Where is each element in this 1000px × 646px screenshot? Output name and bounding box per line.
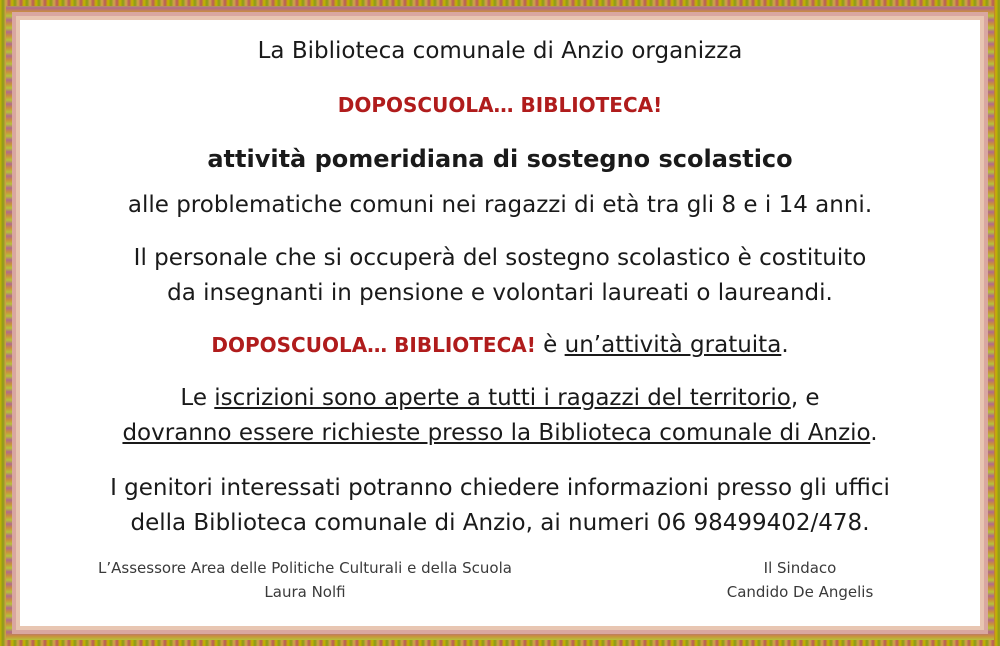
info-line-1: I genitori interessati potranno chiedere informazioni presso gli uffici [110, 475, 890, 501]
assessore-name: Laura Nolfi [264, 583, 346, 601]
description: alle problematiche comuni nei ragazzi di età tra gli 8 e i 14 anni. [127, 192, 873, 218]
free-underlined: un’attività gratuita [564, 332, 782, 358]
sindaco-name: Candido De Angelis [726, 583, 874, 601]
staff-line-2: da insegnanti in pensione e volontari laureati o laureandi. [167, 280, 833, 306]
free-connector: è [535, 332, 565, 358]
enrollment-underlined-2: dovranno essere richieste presso la Biblioteca comunale di Anzio [122, 420, 871, 446]
sindaco-role: Il Sindaco [763, 559, 837, 577]
assessore-role: L’Assessore Area delle Politiche Culturali e della Scuola [98, 559, 512, 577]
enrollment-suffix-1: , e [790, 385, 820, 411]
enrollment-prefix: Le [180, 385, 215, 411]
enrollment-line-2 [20, 420, 980, 446]
signature-assessore [80, 556, 530, 604]
event-title: DOPOSCUOLA… BIBLIOTECA! [337, 93, 663, 117]
enrollment-underlined-1: iscrizioni sono aperte a tutti i ragazzi del territorio [214, 385, 791, 411]
free-end: . [781, 332, 789, 358]
enrollment-line-1 [20, 385, 980, 411]
free-activity-line [20, 332, 980, 358]
staff-line-1: Il personale che si occuperà del sostegno scolastico è costituito [133, 245, 867, 271]
notice-page [20, 20, 980, 626]
free-event-name: DOPOSCUOLA… BIBLIOTECA! [211, 333, 536, 357]
signature-sindaco [700, 556, 900, 604]
info-line-2: della Biblioteca comunale di Anzio, ai numeri 06 98499402/478. [130, 510, 870, 536]
enrollment-suffix-2: . [870, 420, 878, 446]
intro-text: La Biblioteca comunale di Anzio organizza [257, 38, 743, 64]
subtitle: attività pomeridiana di sostegno scolastico [207, 145, 793, 173]
